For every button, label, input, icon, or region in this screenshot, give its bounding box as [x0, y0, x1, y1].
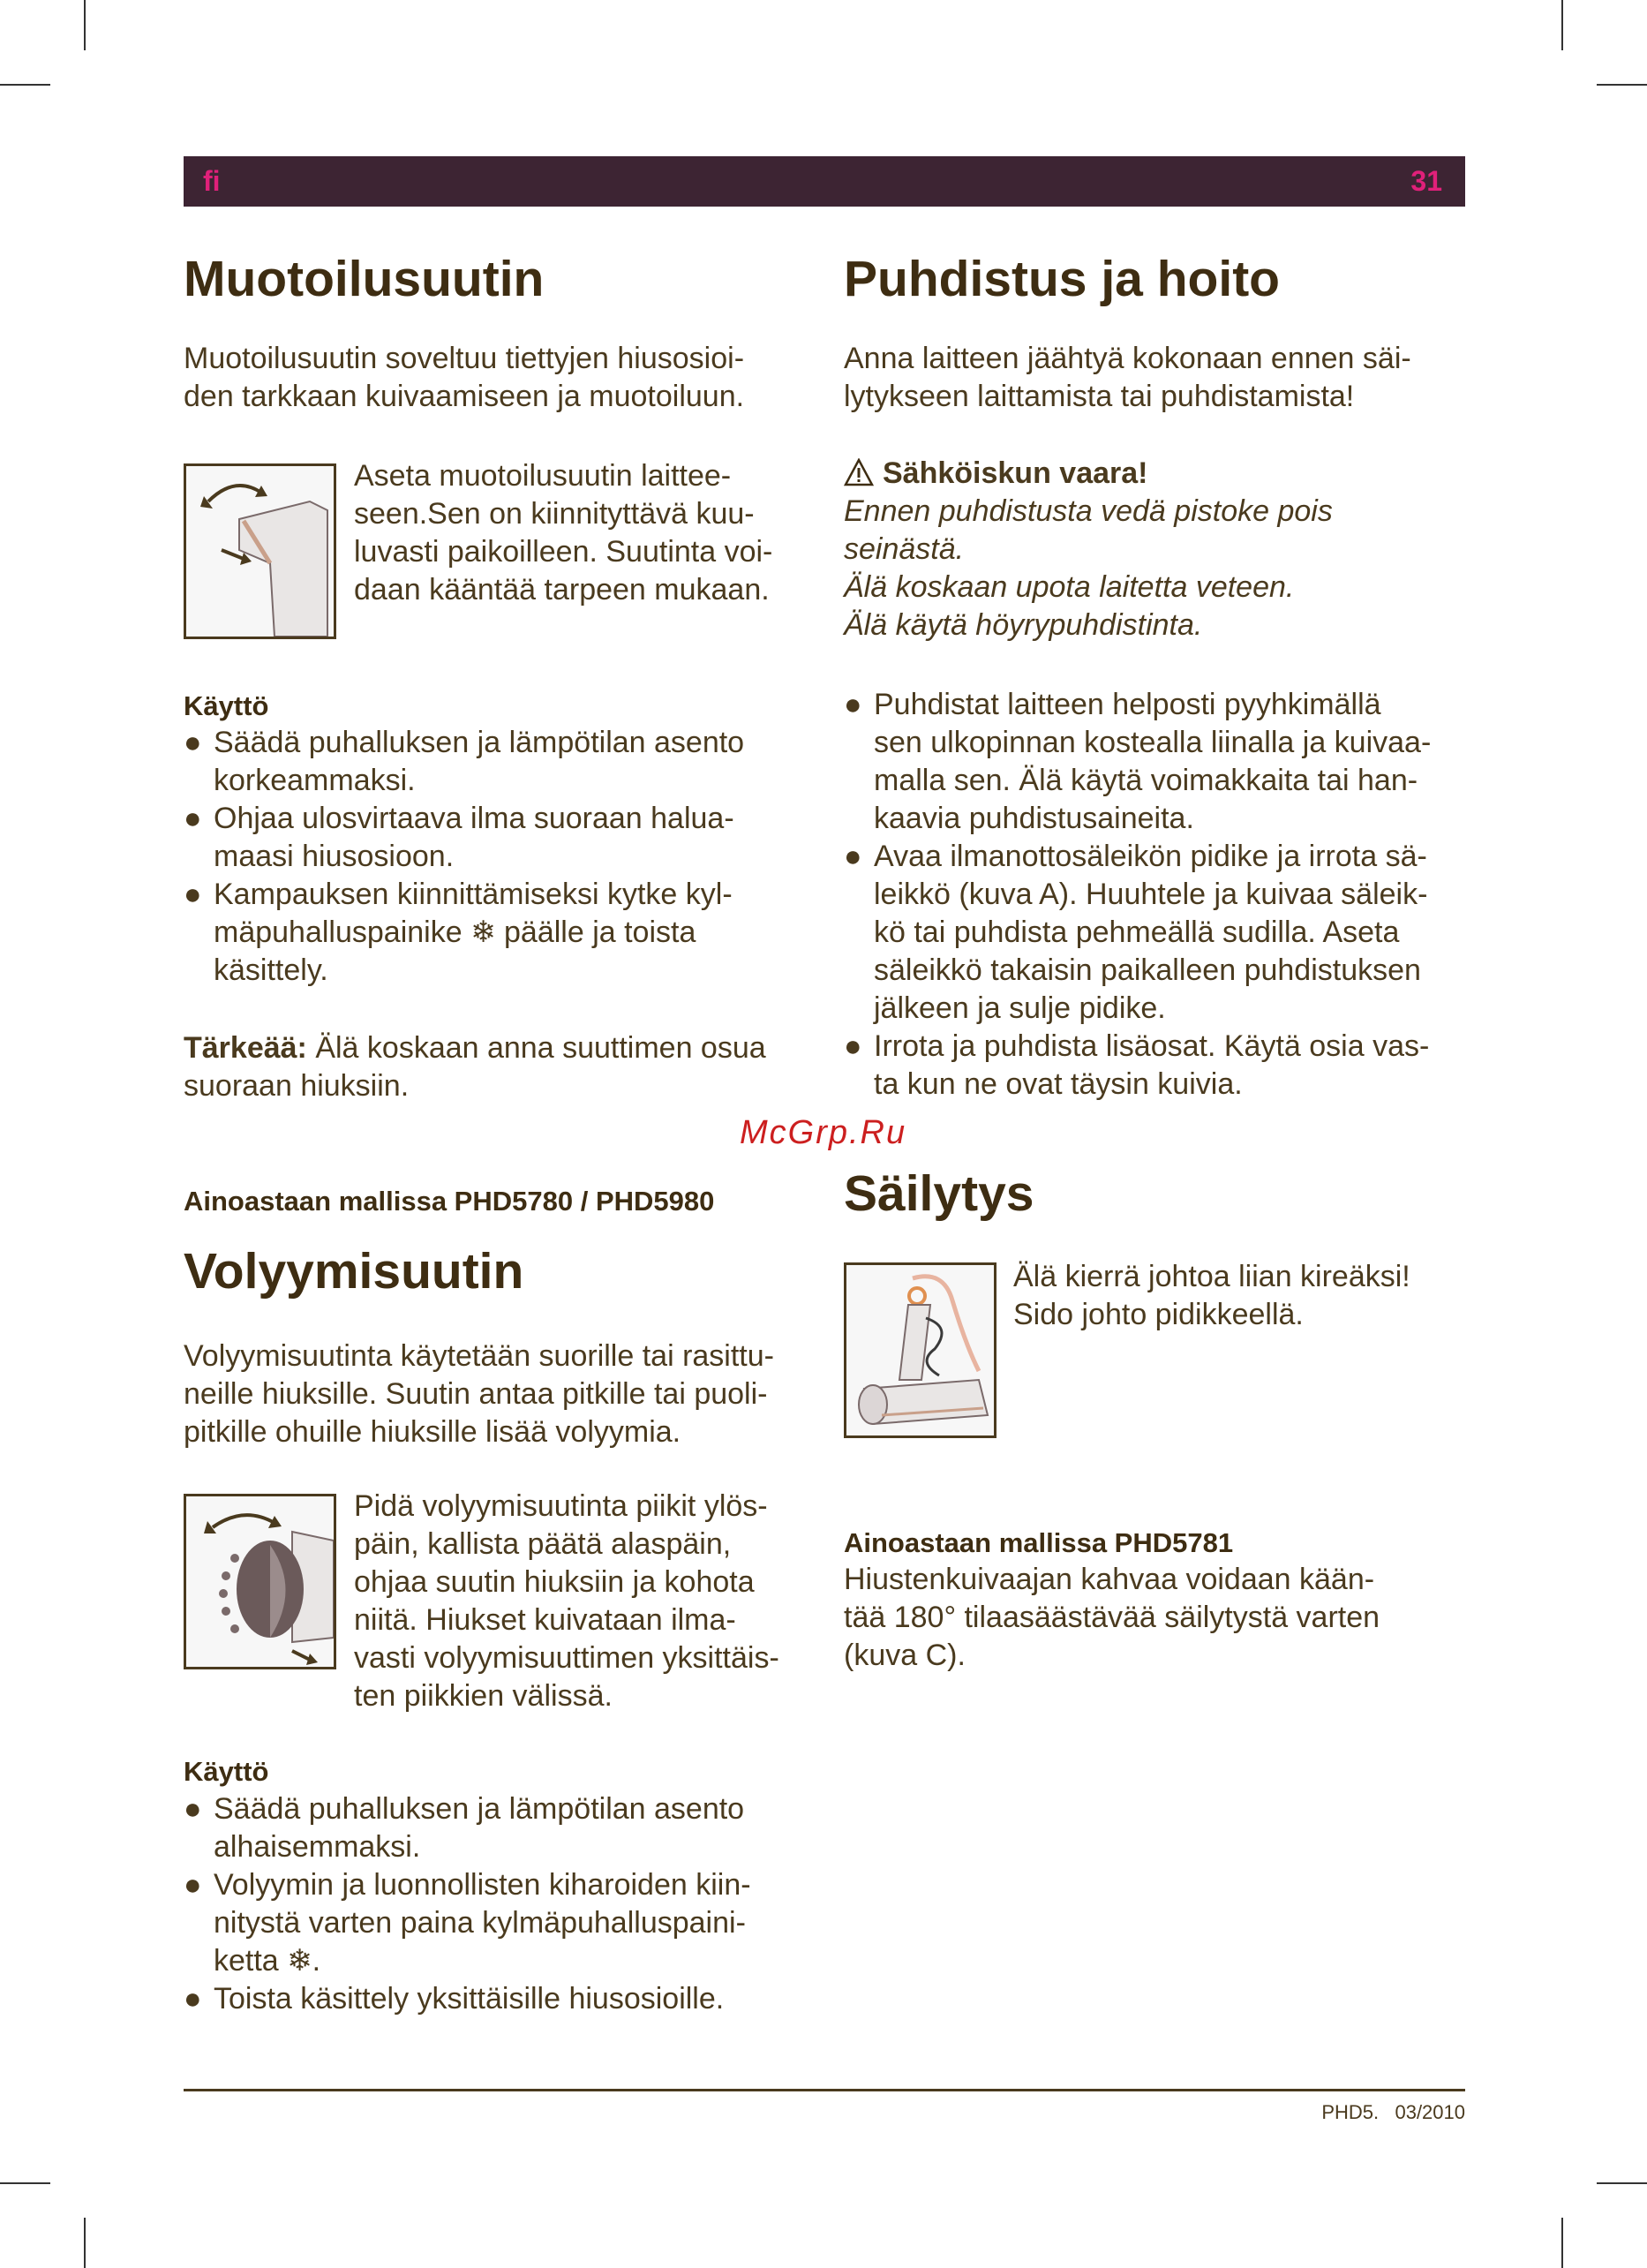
- section-title-volume-nozzle: Volyymisuutin: [184, 1243, 524, 1300]
- model-note-phd5781: Ainoastaan mallissa PHD5781: [844, 1527, 1234, 1558]
- language-code: fi: [203, 165, 221, 197]
- usage-list: [184, 724, 744, 990]
- list-item: ● Kampauksen kiinnittämiseksi kytke kyl- mäpuhalluspainike ❄ päälle ja toista käsittely.: [184, 878, 733, 987]
- footer-info: PHD5. 03/2010: [1321, 2101, 1465, 2123]
- list-item: ● Säädä puhalluksen ja lämpötilan asento alhaisemmaksi.: [184, 1792, 745, 1864]
- section-title-cleaning: Puhdistus ja hoito: [844, 251, 1280, 307]
- cleaning-intro: Anna laitteen jäähtyä kokonaan ennen säi- lytykseen laittamista tai puhdistamista!: [844, 342, 1411, 413]
- model-note-phd5780: Ainoastaan mallissa PHD5780 / PHD5980: [184, 1186, 715, 1217]
- crop-mark: [1561, 0, 1563, 50]
- intro-paragraph: Muotoilusuutin soveltuu tiettyjen hiusosioi- den tarkkaan kuivaamiseen ja muotoiluun.: [184, 342, 745, 413]
- usage-heading: Käyttö: [184, 690, 269, 721]
- styling-nozzle-figure: [184, 463, 336, 639]
- care-list: [844, 686, 1431, 1104]
- list-item: ● Puhdistat laitteen helposti pyyhkimällä sen ulkopinnan kostealla liinalla ja kuivaa- malla sen. Älä käytä voimakkaita tai han- kaavia puhdistusaineita.: [844, 688, 1432, 835]
- list-item: ● Irrota ja puhdista lisäosat. Käytä osia vas- ta kun ne ovat täysin kuivia.: [844, 1029, 1430, 1101]
- styling-nozzle-instructions: Aseta muotoilusuutin laittee- seen.Sen on kiinnityttävä kuu- luvasti paikoilleen. Suutinta voi- daan kääntää tarpeen mukaan.: [354, 459, 773, 607]
- warning-triangle-icon: [844, 458, 874, 486]
- list-item: ● Toista käsittely yksittäisille hiusosioille.: [184, 1982, 725, 2016]
- crop-mark: [1561, 2218, 1563, 2268]
- list-item: ● Avaa ilmanottosäleikön pidike ja irrota sä- leikkö (kuva A). Huuhtele ja kuivaa säleik- kö tai puhdista pehmeällä sudilla. Aseta säleikkö takaisin paikalleen puhdistuksen jälkeen ja sulje pidike.: [844, 840, 1428, 1025]
- list-item: ● Säädä puhalluksen ja lämpötilan asento korkeammaksi.: [184, 726, 745, 797]
- crop-mark: [84, 2218, 86, 2268]
- section-title-storage: Säilytys: [844, 1165, 1034, 1222]
- page-number: 31: [1410, 165, 1442, 197]
- footer-rule: [184, 2089, 1465, 2091]
- crop-mark: [0, 84, 50, 86]
- storage-instructions: Älä kierrä johtoa liian kireäksi! Sido johto pidikkeellä.: [1013, 1260, 1410, 1331]
- storage-figure: [844, 1262, 996, 1438]
- important-note: Tärkeää: Älä koskaan anna suuttimen osua suoraan hiuksiin.: [184, 1031, 766, 1103]
- usage-heading-2: Käyttö: [184, 1756, 269, 1787]
- section-title-styling-nozzle: Muotoilusuutin: [184, 251, 545, 307]
- warning-title: Sähköiskun vaara!: [883, 456, 1148, 490]
- volume-nozzle-figure: [184, 1494, 336, 1669]
- header-band: [184, 156, 1465, 207]
- crop-mark: [0, 2182, 50, 2184]
- crop-mark: [84, 0, 86, 50]
- model-phd5781-text: Hiustenkuivaajan kahvaa voidaan kään- tää 180° tilaasäästävää säilytystä varten (kuva C).: [844, 1563, 1380, 1672]
- list-item: ● Volyymin ja luonnollisten kiharoiden kiin- nitystä varten paina kylmäpuhalluspaini- ketta ❄.: [184, 1868, 751, 1978]
- volume-intro-paragraph: Volyymisuutinta käytetään suorille tai rasittu- neille hiuksille. Suutin antaa pitkille tai puoli- pitkille ohuille hiuksille lisää volyymia.: [184, 1339, 774, 1449]
- warning-block: Sähköiskun vaara! Ennen puhdistusta vedä pistoke pois seinästä. Älä koskaan upota laitetta veteen. Älä käytä höyrypuhdistinta.: [844, 456, 1333, 642]
- usage-list-2: [184, 1790, 751, 2018]
- volume-nozzle-instructions: Pidä volyymisuutinta piikit ylös- päin, kallista päätä alaspäin, ohjaa suutin hiuksiin ja kohota niitä. Hiukset kuivataan ilma- vasti volyymisuuttimen yksittäis- ten piikkien välissä.: [354, 1489, 779, 1713]
- watermark: McGrp.Ru: [740, 1114, 907, 1151]
- crop-mark: [1597, 2182, 1647, 2184]
- crop-mark: [1597, 84, 1647, 86]
- list-item: ● Ohjaa ulosvirtaava ilma suoraan halua- maasi hiusosioon.: [184, 802, 734, 873]
